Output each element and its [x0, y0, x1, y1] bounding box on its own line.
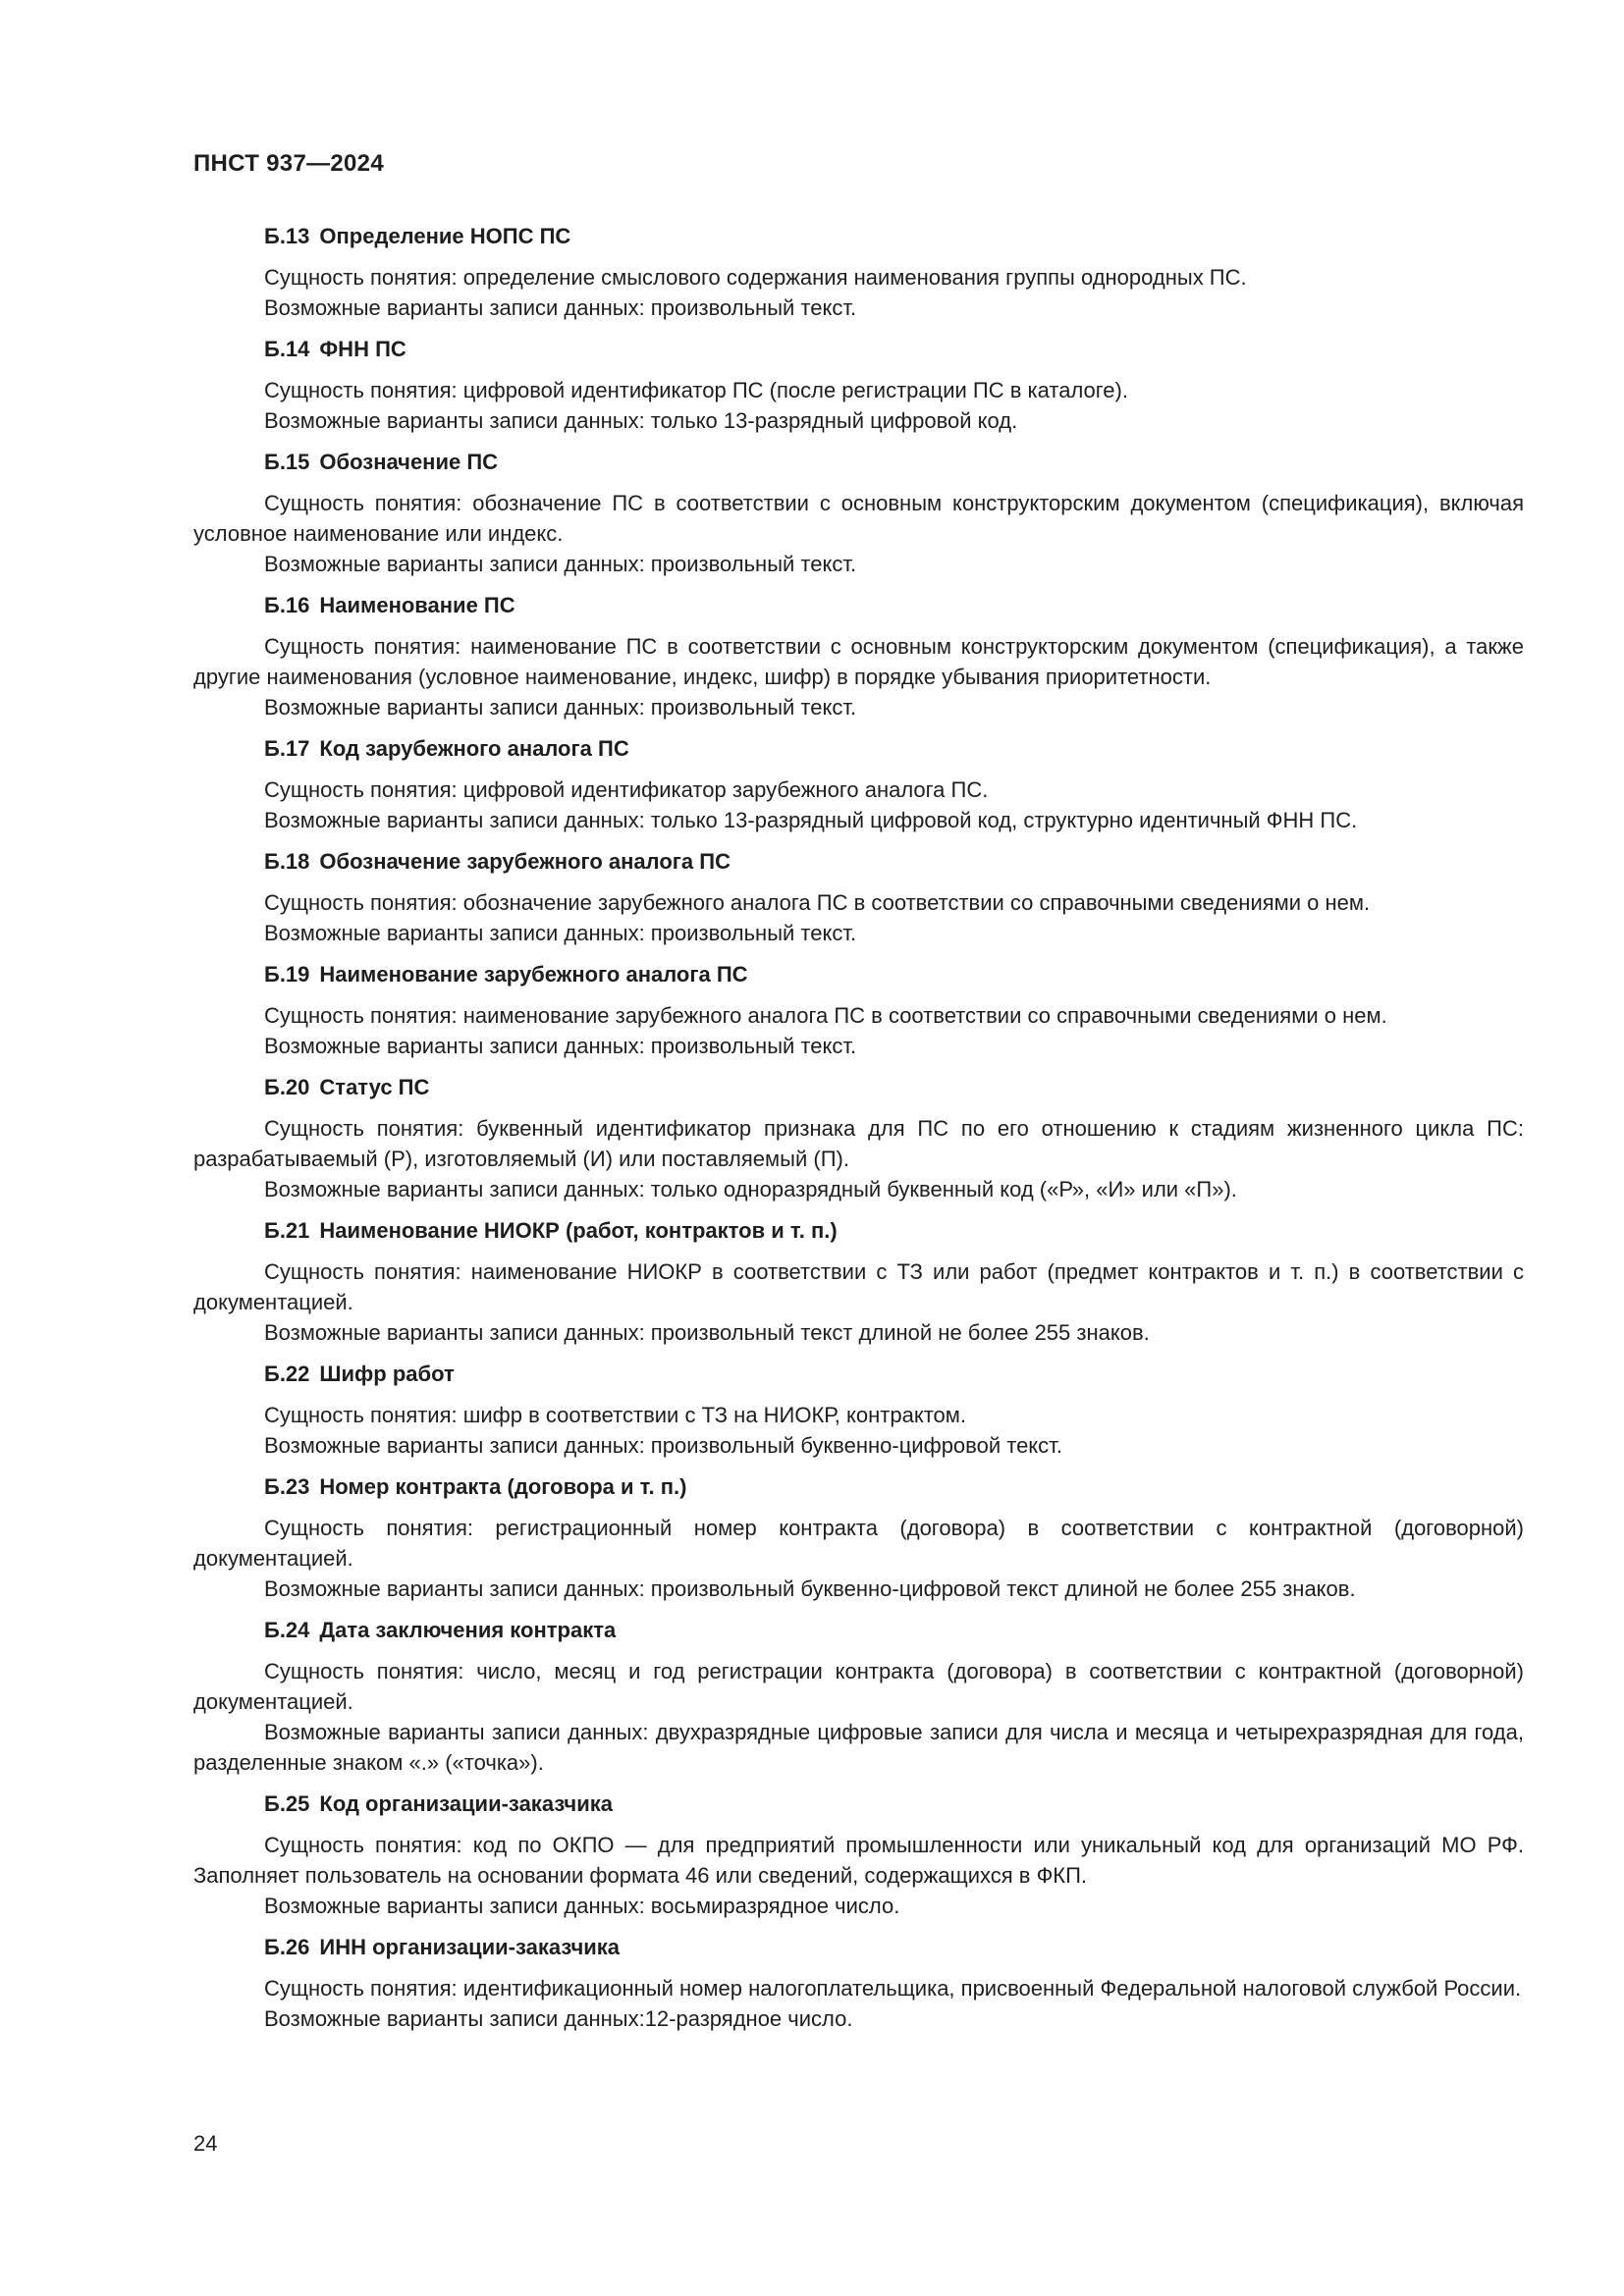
paragraph: Возможные варианты записи данных: только одноразрядный буквенный код («Р», «И» или «П»). [264, 1177, 1237, 1201]
paragraph: Сущность понятия: наименование зарубежного аналога ПС в соответствии со справочными сведениями о нем. [264, 1003, 1387, 1028]
paragraph: Возможные варианты записи данных: произвольный текст. [264, 921, 857, 945]
section-number: Б.20 [264, 1075, 310, 1099]
section-number: Б.25 [264, 1791, 310, 1816]
section-b20 [193, 1072, 1524, 1204]
section-b16 [193, 590, 1524, 722]
section-number: Б.23 [264, 1474, 310, 1499]
section-b15 [193, 447, 1524, 579]
section-number: Б.14 [264, 337, 310, 361]
section-title [193, 1789, 1524, 1819]
paragraph: Сущность понятия: регистрационный номер контракта (договора) в соответствии с контрактной (договорной) документацией. [193, 1516, 1524, 1571]
section-title [193, 1072, 1524, 1102]
paragraph: Возможные варианты записи данных: произвольный текст. [264, 1034, 857, 1058]
section-number: Б.26 [264, 1935, 310, 1959]
paragraph: Возможные варианты записи данных: только 13-разрядный цифровой код, структурно идентичный ФНН ПС. [264, 808, 1358, 832]
section-title-text: Наименование НИОКР (работ, контрактов и т. п.) [319, 1218, 838, 1243]
section-b21 [193, 1215, 1524, 1348]
paragraph: Сущность понятия: цифровой идентификатор зарубежного аналога ПС. [264, 777, 989, 802]
section-b17 [193, 733, 1524, 835]
paragraph: Возможные варианты записи данных: произвольный текст. [264, 695, 857, 720]
section-title-text: Дата заключения контракта [319, 1618, 617, 1642]
section-title-text: Определение НОПС ПС [319, 224, 571, 248]
paragraph: Возможные варианты записи данных: только 13-разрядный цифровой код. [264, 408, 1018, 433]
paragraph: Сущность понятия: обозначение зарубежного аналога ПС в соответствии со справочными сведениями о нем. [264, 890, 1371, 915]
section-number: Б.18 [264, 849, 310, 874]
section-title [193, 334, 1524, 364]
paragraph: Возможные варианты записи данных:12-разрядное число. [264, 2006, 853, 2031]
paragraph: Возможные варианты записи данных: произвольный буквенно-цифровой текст. [264, 1433, 1062, 1458]
section-title [193, 447, 1524, 477]
paragraph: Сущность понятия: шифр в соответствии с ТЗ на НИОКР, контрактом. [264, 1403, 967, 1427]
section-title-text: Обозначение зарубежного аналога ПС [319, 849, 731, 874]
section-title [193, 1471, 1524, 1502]
paragraph: Сущность понятия: цифровой идентификатор ПС (после регистрации ПС в каталоге). [264, 378, 1128, 402]
paragraph: Возможные варианты записи данных: произвольный текст длиной не более 255 знаков. [264, 1320, 1150, 1345]
section-number: Б.13 [264, 224, 310, 248]
paragraph: Возможные варианты записи данных: двухразрядные цифровые записи для числа и месяца и четырехразрядная для года, разделенные знаком «.» («точка»). [193, 1720, 1524, 1775]
section-b14 [193, 334, 1524, 436]
document-id-header: ПНСТ 937—2024 [193, 150, 384, 177]
section-b22 [193, 1359, 1524, 1461]
section-b19 [193, 959, 1524, 1061]
section-b23 [193, 1471, 1524, 1604]
section-b13 [193, 221, 1524, 323]
paragraph: Сущность понятия: наименование ПС в соответствии с основным конструкторским документом (спецификация), а также другие наименования (условное наименование, индекс, шифр) в порядке убывания приоритетности. [193, 634, 1524, 689]
paragraph: Сущность понятия: обозначение ПС в соответствии с основным конструкторским документом (спецификация), включая условное наименование или индекс. [193, 491, 1524, 546]
section-title [193, 590, 1524, 620]
section-number: Б.22 [264, 1362, 310, 1386]
paragraph: Возможные варианты записи данных: произвольный текст. [264, 295, 857, 320]
section-title-text: Шифр работ [319, 1362, 455, 1386]
section-number: Б.24 [264, 1618, 310, 1642]
section-number: Б.21 [264, 1218, 310, 1243]
paragraph: Сущность понятия: код по ОКПО — для предприятий промышленности или уникальный код для организаций МО РФ. Заполняет пользователь на основании формата 46 или сведений, содержащихся в ФКП. [193, 1833, 1524, 1888]
page-number: 24 [193, 2131, 218, 2156]
section-title [193, 1932, 1524, 1962]
paragraph: Возможные варианты записи данных: восьмиразрядное число. [264, 1894, 900, 1918]
paragraph: Возможные варианты записи данных: произвольный текст. [264, 552, 857, 576]
section-title [193, 846, 1524, 877]
section-title [193, 221, 1524, 251]
section-title [193, 733, 1524, 764]
section-title-text: ФНН ПС [319, 337, 406, 361]
section-title-text: Обозначение ПС [319, 450, 499, 474]
section-number: Б.15 [264, 450, 310, 474]
section-number: Б.17 [264, 736, 310, 761]
paragraph: Сущность понятия: буквенный идентификатор признака для ПС по его отношению к стадиям жизненного цикла ПС: разрабатываемый (Р), изготовляемый (И) или поставляемый (П). [193, 1116, 1524, 1171]
section-number: Б.16 [264, 593, 310, 617]
section-title [193, 1215, 1524, 1246]
section-b24 [193, 1615, 1524, 1778]
section-title [193, 1615, 1524, 1645]
section-title [193, 1359, 1524, 1389]
section-title-text: Наименование зарубежного аналога ПС [319, 962, 748, 987]
section-title-text: Номер контракта (договора и т. п.) [319, 1474, 687, 1499]
paragraph: Сущность понятия: идентификационный номер налогоплательщика, присвоенный Федеральной налоговой службой России. [264, 1976, 1522, 2001]
section-b26 [193, 1932, 1524, 2034]
paragraph: Возможные варианты записи данных: произвольный буквенно-цифровой текст длиной не более 255 знаков. [264, 1576, 1356, 1601]
section-number: Б.19 [264, 962, 310, 987]
section-title-text: Код зарубежного аналога ПС [319, 736, 629, 761]
paragraph: Сущность понятия: число, месяц и год регистрации контракта (договора) в соответствии с контрактной (договорной) документацией. [193, 1659, 1524, 1714]
section-title-text: ИНН организации-заказчика [319, 1935, 621, 1959]
section-title-text: Код организации-заказчика [319, 1791, 613, 1816]
document-body [193, 221, 1524, 2045]
section-title [193, 959, 1524, 989]
section-title-text: Статус ПС [319, 1075, 430, 1099]
paragraph: Сущность понятия: наименование НИОКР в соответствии с ТЗ или работ (предмет контрактов и т. п.) в соответствии с документацией. [193, 1259, 1524, 1314]
section-title-text: Наименование ПС [319, 593, 515, 617]
section-b18 [193, 846, 1524, 948]
paragraph: Сущность понятия: определение смыслового содержания наименования группы однородных ПС. [264, 265, 1247, 290]
section-b25 [193, 1789, 1524, 1921]
